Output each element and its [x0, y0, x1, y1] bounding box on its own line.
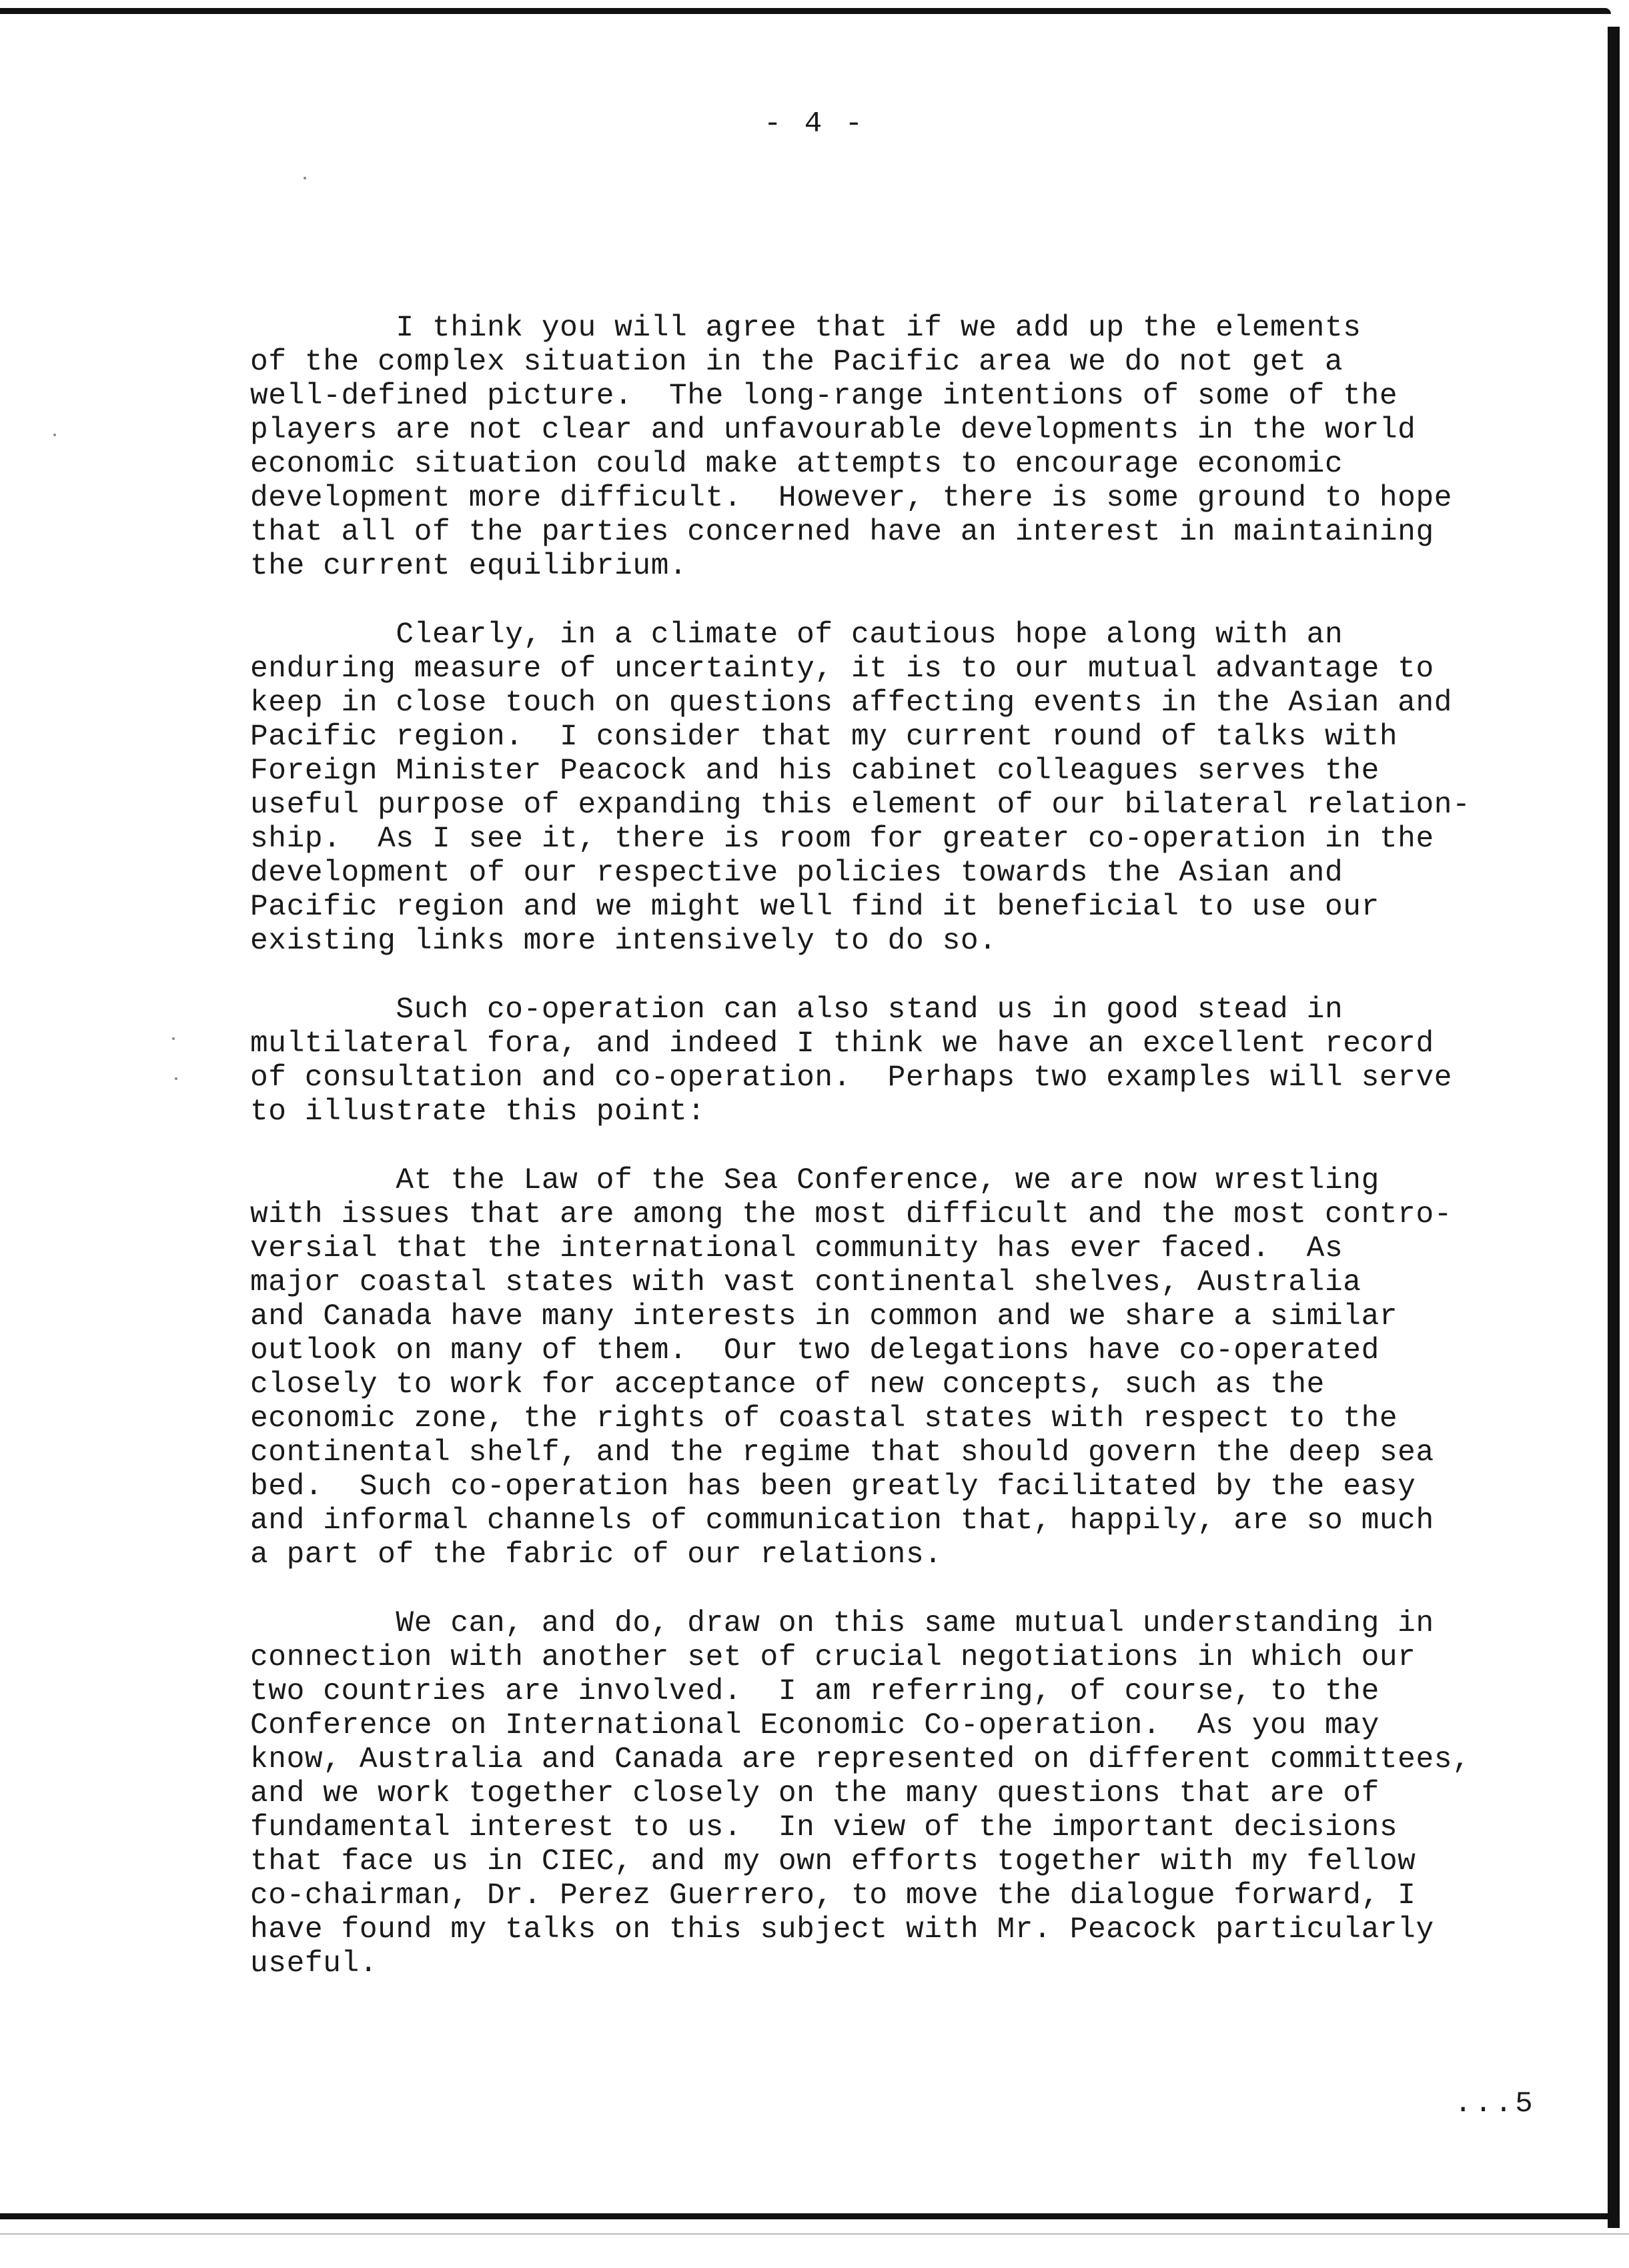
- scan-speck: [53, 434, 56, 436]
- text-line: a part of the fabric of our relations.: [250, 1538, 943, 1572]
- text-line: and Canada have many interests in common and we share a similar: [250, 1300, 1398, 1333]
- text-line: bed. Such co-operation has been greatly facilitated by the easy: [250, 1470, 1416, 1504]
- text-line: know, Australia and Canada are represented on different committees,: [250, 1743, 1471, 1776]
- text-line: of consultation and co-operation. Perhaps two examples will serve: [250, 1061, 1453, 1095]
- paragraph: [250, 993, 1598, 1129]
- text-line: major coastal states with vast continental shelves, Australia: [250, 1266, 1362, 1299]
- text-line: co-chairman, Dr. Perez Guerrero, to move the dialogue forward, I: [250, 1879, 1416, 1912]
- text-line: and we work together closely on the many questions that are of: [250, 1777, 1380, 1810]
- paragraph: [250, 312, 1598, 584]
- text-line: closely to work for acceptance of new concepts, such as the: [250, 1368, 1325, 1401]
- text-line: useful purpose of expanding this element of our bilateral relation-: [250, 788, 1471, 822]
- text-line: two countries are involved. I am referring, of course, to the: [250, 1675, 1380, 1708]
- text-line: have found my talks on this subject with Mr. Peacock particularly: [250, 1913, 1434, 1946]
- page-number: - 4 -: [763, 107, 866, 141]
- text-line: At the Law of the Sea Conference, we are now wrestling: [250, 1164, 1380, 1197]
- text-line: that all of the parties concerned have an interest in maintaining: [250, 516, 1434, 549]
- text-line: versial that the international community has ever faced. As: [250, 1232, 1343, 1265]
- text-line: of the complex situation in the Pacific area we do not get a: [250, 346, 1343, 379]
- text-line: development of our respective policies towards the Asian and: [250, 857, 1343, 890]
- text-line: ship. As I see it, there is room for greater co-operation in the: [250, 822, 1434, 856]
- document-body: [250, 312, 1598, 2016]
- text-line: Foreign Minister Peacock and his cabinet colleagues serves the: [250, 754, 1380, 788]
- scan-faint-line: [0, 2233, 1629, 2235]
- text-line: outlook on many of them. Our two delegations have co-operated: [250, 1334, 1380, 1367]
- text-line: connection with another set of crucial negotiations in which our: [250, 1641, 1416, 1674]
- text-line: Pacific region. I consider that my current round of talks with: [250, 720, 1398, 754]
- text-line: well-defined picture. The long-range intentions of some of the: [250, 380, 1398, 413]
- text-line: that face us in CIEC, and my own efforts together with my fellow: [250, 1845, 1416, 1878]
- text-line: Such co-operation can also stand us in good stead in: [250, 993, 1343, 1027]
- text-line: and informal channels of communication that, happily, are so much: [250, 1504, 1434, 1538]
- text-line: We can, and do, draw on this same mutual understanding in: [250, 1607, 1434, 1640]
- paragraph: [250, 618, 1598, 959]
- text-line: continental shelf, and the regime that should govern the deep sea: [250, 1436, 1434, 1470]
- text-line: players are not clear and unfavourable developments in the world: [250, 414, 1416, 447]
- text-line: with issues that are among the most difficult and the most contro-: [250, 1198, 1453, 1231]
- text-line: Pacific region and we might well find it beneficial to use our: [250, 891, 1380, 924]
- text-line: to illustrate this point:: [250, 1095, 706, 1129]
- scan-border-right: [1608, 27, 1620, 2228]
- text-line: fundamental interest to us. In view of the important decisions: [250, 1811, 1398, 1844]
- paragraph: [250, 1164, 1598, 1572]
- text-line: Conference on International Economic Co-operation. As you may: [250, 1709, 1380, 1742]
- paragraph: [250, 1607, 1598, 1981]
- text-line: keep in close touch on questions affecting events in the Asian and: [250, 686, 1453, 720]
- text-line: the current equilibrium.: [250, 550, 688, 583]
- text-line: existing links more intensively to do so.: [250, 925, 997, 958]
- text-line: development more difficult. However, there is some ground to hope: [250, 482, 1453, 515]
- scan-speck: [304, 177, 306, 179]
- text-line: economic zone, the rights of coastal states with respect to the: [250, 1402, 1398, 1436]
- continuation-marker: ...5: [1454, 2087, 1536, 2121]
- text-line: multilateral fora, and indeed I think we have an excellent record: [250, 1027, 1434, 1061]
- text-line: useful.: [250, 1947, 378, 1980]
- text-line: I think you will agree that if we add up the elements: [250, 312, 1362, 345]
- text-line: enduring measure of uncertainty, it is to our mutual advantage to: [250, 652, 1434, 686]
- text-line: Clearly, in a climate of cautious hope along with an: [250, 618, 1343, 652]
- scan-border-top: [0, 8, 1611, 14]
- text-line: economic situation could make attempts to encourage economic: [250, 448, 1343, 481]
- scan-speck: [175, 1077, 177, 1080]
- scan-speck: [172, 1037, 175, 1040]
- scan-border-bottom: [0, 2213, 1618, 2219]
